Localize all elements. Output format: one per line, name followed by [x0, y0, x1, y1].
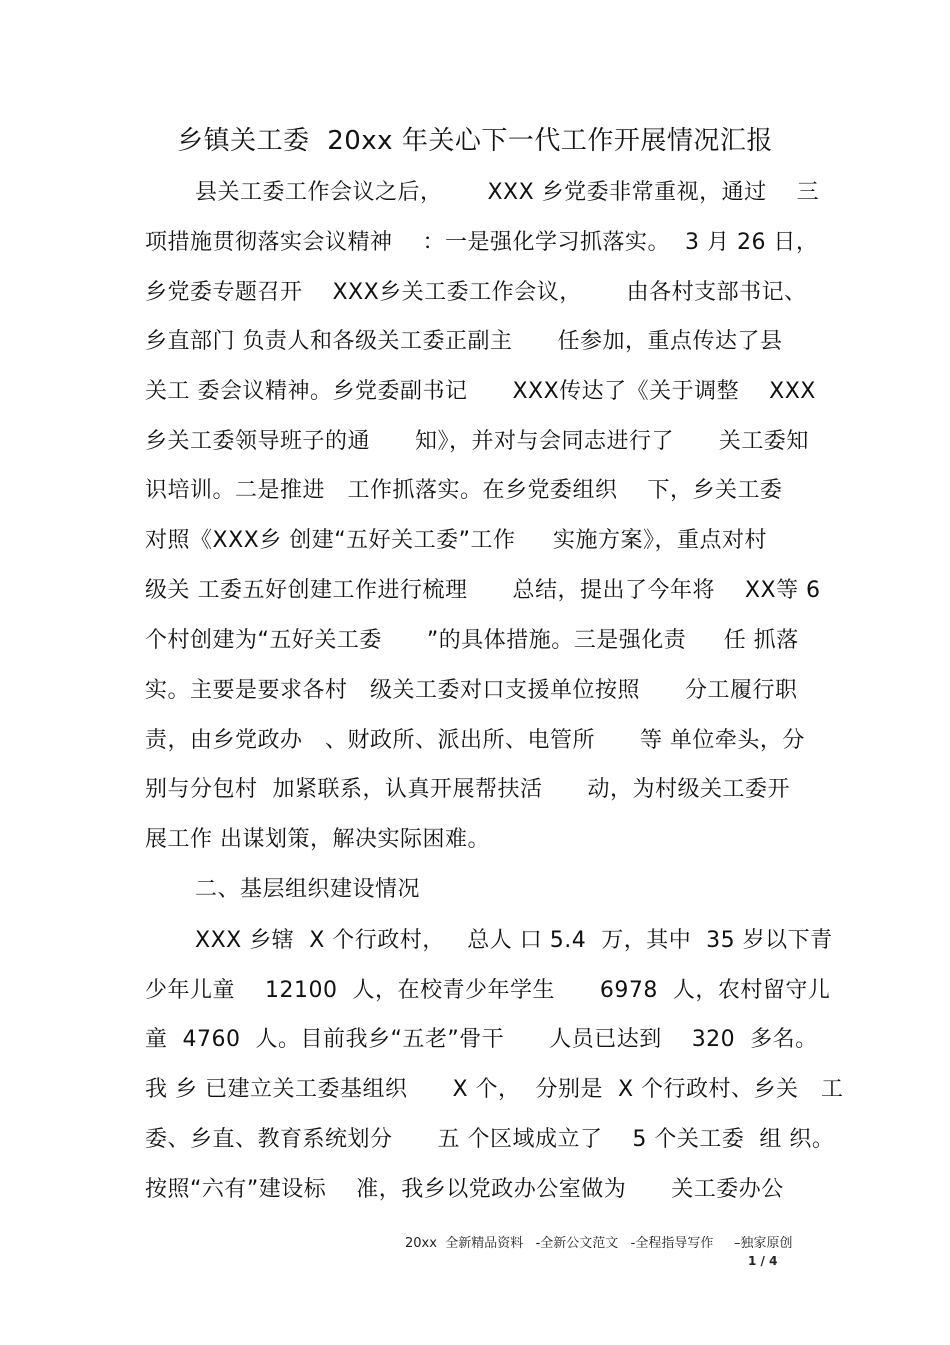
paragraph-line: 项措施贯彻落实会议精神 ：一是强化学习抓落实。 3 月 26 日， [145, 230, 819, 255]
document-title: 乡镇关工委 20xx 年关心下一代工作开展情况汇报 [177, 126, 773, 156]
paragraph-line: 我 乡 已建立关工委基组织 X 个， 分别是 X 个行政村、乡关 工 [145, 1077, 844, 1102]
paragraph-line: XXX 乡辖 X 个行政村， 总人 口 5.4 万，其中 35 岁以下青 [195, 928, 833, 953]
paragraph-line: 实。主要是要求各村 级关工委对口支援单位按照 分工履行职 [145, 678, 798, 703]
paragraph-line: 按照“六有”建设标 准，我乡以党政办公室做为 关工委办公 [145, 1177, 784, 1202]
paragraph-line: 对照《XXX乡 创建“五好关工委”工作 实施方案》，重点对村 [145, 528, 767, 553]
paragraph-line: 展工作 出谋划策，解决实际困难。 [145, 827, 490, 852]
paragraph-line: 县关工委工作会议之后， XXX 乡党委非常重视，通过 三 [195, 180, 820, 205]
page-number: 1 / 4 [748, 1254, 778, 1268]
paragraph-line: 少年儿童 12100 人，在校青少年学生 6978 人，农村留守儿 [145, 978, 831, 1003]
paragraph-line: 责，由乡党政办 、财政所、派出所、电管所 等 单位牵头，分 [145, 728, 805, 753]
paragraph-line: 个村创建为“五好关工委 ”的具体措施。三是强化责 任 抓落 [145, 628, 799, 653]
paragraph-line: 乡直部门 负责人和各级关工委正副主 任参加，重点传达了县 [145, 329, 783, 354]
paragraph-line: 委、乡直、教育系统划分 五 个区域成立了 5 个关工委 组 织。 [145, 1127, 835, 1152]
paragraph-line: 童 4760 人。目前我乡“五老”骨干 人员已达到 320 多名。 [145, 1027, 818, 1052]
section-heading: 二、基层组织建设情况 [195, 877, 421, 902]
paragraph-line: 级关 工委五好创建工作进行梳理 总结，提出了今年将 XX等 6 [145, 578, 821, 603]
paragraph-line: 识培训。二是推进 工作抓落实。在乡党委组织 下，乡关工委 [145, 478, 783, 503]
paragraph-line: 乡党委专题召开 XXX乡关工委工作会议， 由各村支部书记、 [145, 280, 807, 305]
paragraph-line: 别与分包村 加紧联系，认真开展帮扶活 动，为村级关工委开 [145, 777, 790, 802]
paragraph-line: 乡关工委领导班子的通 知》，并对与会同志进行了 关工委知 [145, 429, 809, 454]
paragraph-line: 关工 委会议精神。乡党委副书记 XXX传达了《关于调整 XXX [145, 379, 816, 404]
page-footer: 20xx 全新精品资料 -全新公文范文 -全程指导写作 –独家原创 [405, 1236, 793, 1251]
